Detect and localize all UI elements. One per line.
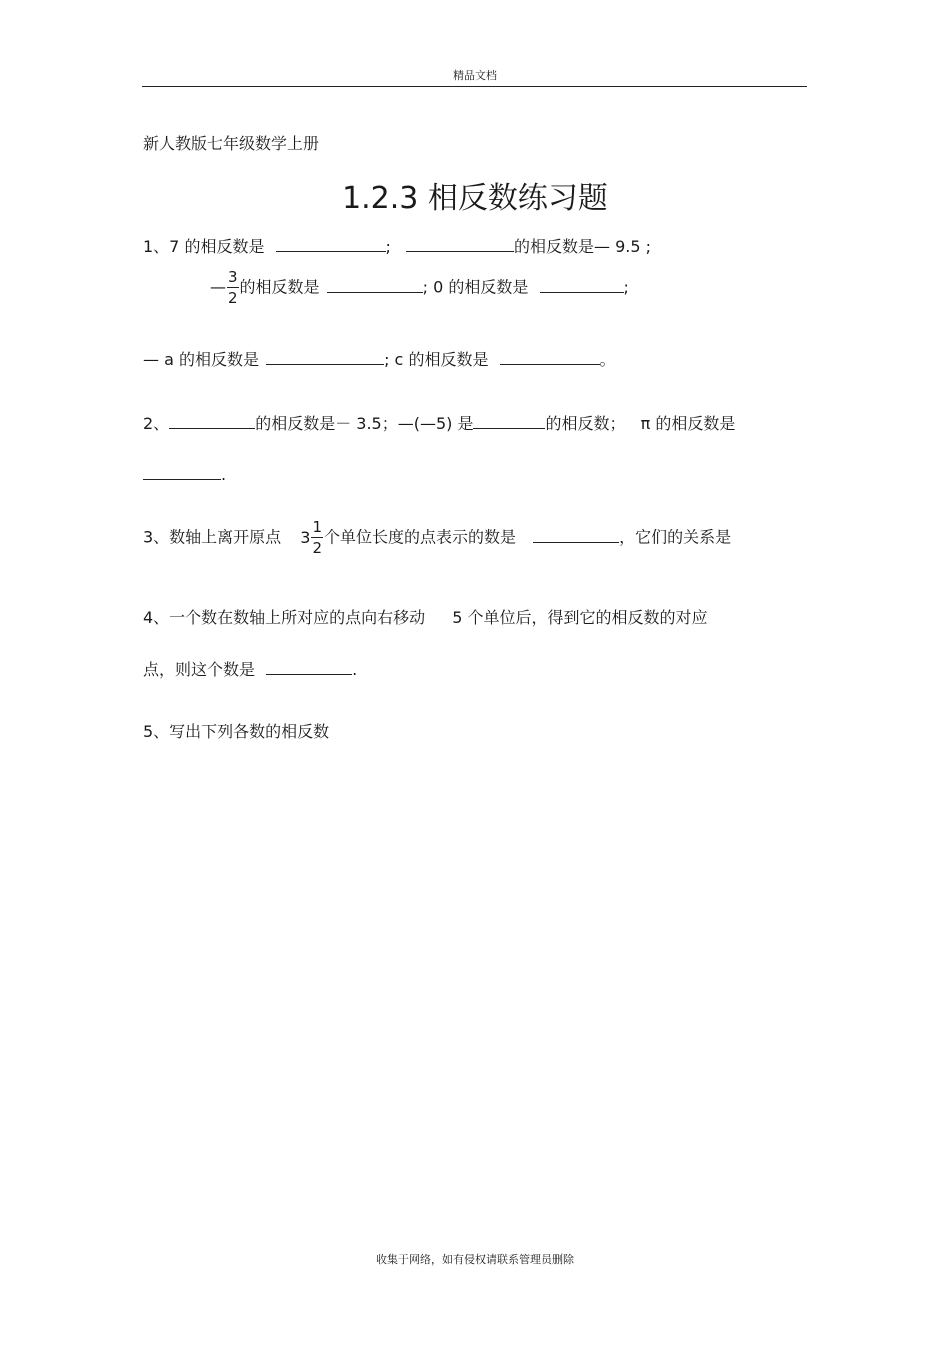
q3-text-a: 3、数轴上离开原点 <box>143 527 282 547</box>
page-footer: 收集于网络，如有侵权请联系管理员删除 <box>376 1253 574 1266</box>
q4-answer-blank[interactable] <box>266 660 352 675</box>
q1-text-b: ; <box>385 237 391 256</box>
q3-text-d: 它们的关系是 <box>635 527 732 547</box>
question-5: 5、写出下列各数的相反数 <box>143 722 330 741</box>
question-1-line-3 <box>143 347 616 370</box>
q2-text-d: π 的相反数是 <box>640 414 736 433</box>
q3-text-b: 个单位长度的点表示的数是 <box>324 527 517 547</box>
q1-fraction-denominator: 2 <box>228 289 238 307</box>
q2-period: . <box>221 465 227 484</box>
q4-text-c: 点，则这个数是 <box>143 660 256 679</box>
question-4-line-2 <box>143 657 357 680</box>
q2-text-b: 的相反数是－ 3.5；—(—5) 是 <box>255 414 474 433</box>
q1-text-i: 。 <box>599 350 616 369</box>
question-1-line-1 <box>143 234 651 257</box>
q1-text-a: 1、7 的相反数是 <box>143 237 265 256</box>
q1-text-g: — a 的相反数是 <box>143 350 259 369</box>
q4-text-b: 5 个单位后，得到它的相反数的对应 <box>452 608 708 627</box>
q2-answer-blank-3[interactable] <box>143 465 221 480</box>
question-1-line-2 <box>210 270 629 306</box>
q1-text-f: ; <box>623 277 629 297</box>
question-4-line-1 <box>143 605 708 628</box>
q2-answer-blank-1[interactable] <box>169 414 255 429</box>
document-title: 1.2.3 相反数练习题 <box>342 181 608 216</box>
q3-fraction-denominator: 2 <box>312 539 323 557</box>
q4-text-a: 4、一个数在数轴上所对应的点向右移动 <box>143 608 426 627</box>
q1-answer-blank-2[interactable] <box>406 237 514 252</box>
q1-text-d: 的相反数是 <box>239 277 320 297</box>
q1-minus-sign: — <box>210 277 226 297</box>
question-3 <box>143 520 731 556</box>
q1-answer-blank-4[interactable] <box>540 278 624 293</box>
q1-fraction-numerator: 3 <box>228 268 238 286</box>
q3-fraction-numerator: 1 <box>312 518 323 536</box>
q1-text-e: ; 0 的相反数是 <box>422 277 529 297</box>
q4-period: . <box>352 660 358 679</box>
q1-text-c: 的相反数是— 9.5 ; <box>514 237 652 256</box>
q3-answer-blank[interactable] <box>533 528 619 543</box>
q3-comma: ， <box>619 527 636 547</box>
question-2-line-2 <box>143 465 226 484</box>
q2-text-c: 的相反数； <box>545 414 626 433</box>
q1-fraction <box>227 270 239 306</box>
document-subtitle: 新人教版七年级数学上册 <box>143 134 320 153</box>
q1-answer-blank-1[interactable] <box>276 237 386 252</box>
question-2-line-1 <box>143 411 735 434</box>
q1-answer-blank-5[interactable] <box>266 350 384 365</box>
q1-text-h: ; c 的相反数是 <box>384 350 489 369</box>
q3-fraction <box>311 520 323 556</box>
q1-answer-blank-3[interactable] <box>327 278 423 293</box>
q3-whole-number: 3 <box>300 527 311 547</box>
header-rule <box>142 86 807 87</box>
q2-answer-blank-2[interactable] <box>473 414 545 429</box>
q1-answer-blank-6[interactable] <box>500 350 600 365</box>
q2-text-a: 2、 <box>143 414 170 433</box>
page-header: 精品文档 <box>453 69 497 82</box>
